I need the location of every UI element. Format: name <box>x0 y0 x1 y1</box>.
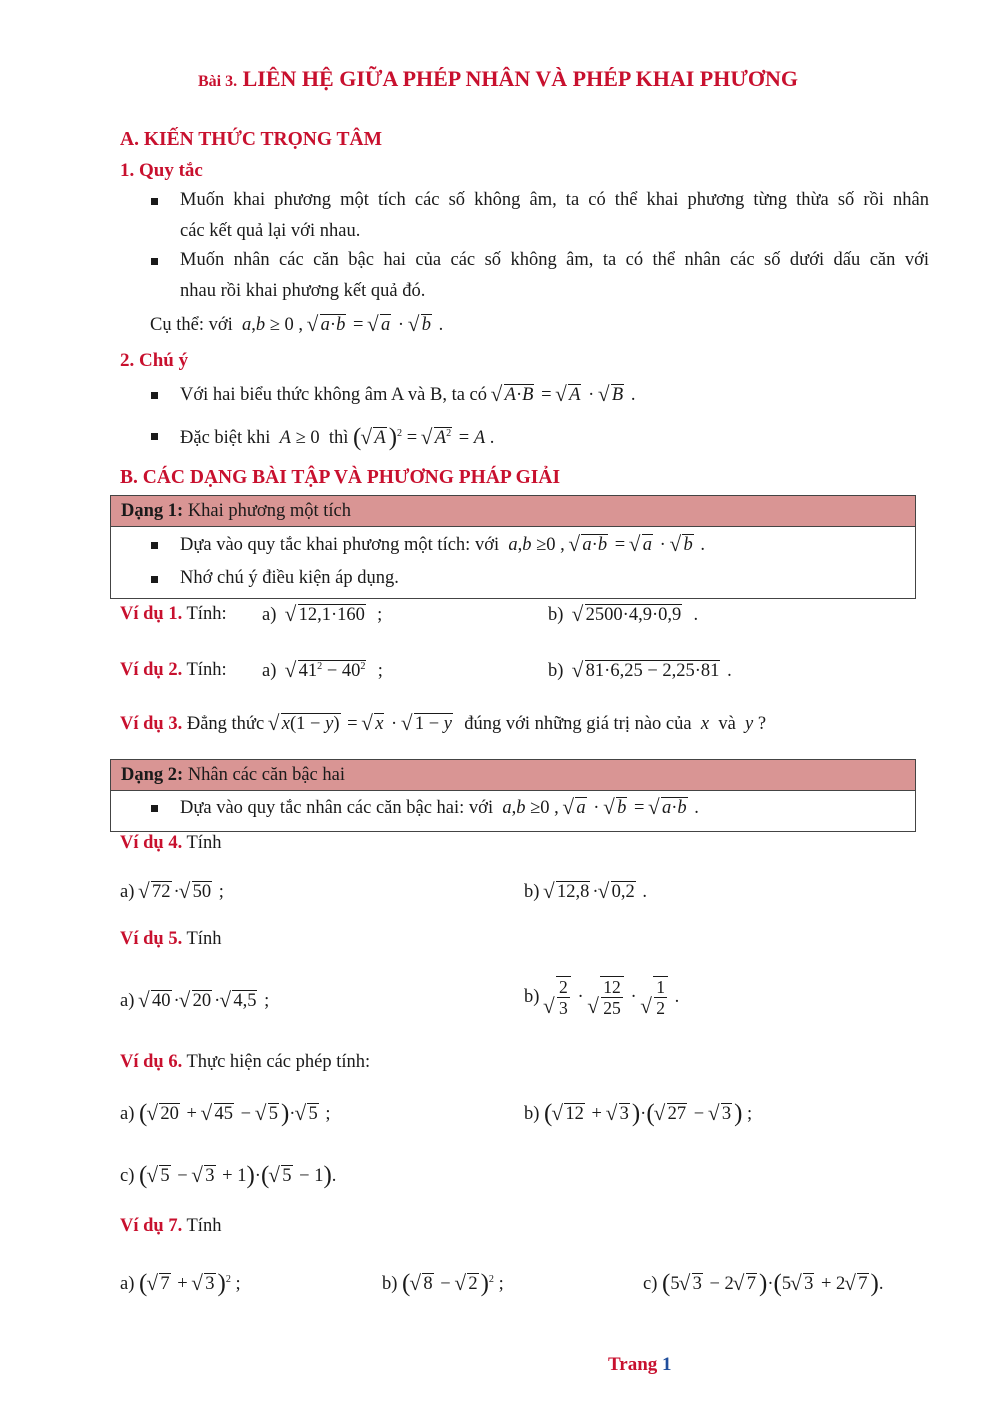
bullet-icon <box>151 542 158 549</box>
lesson-name: LIÊN HỆ GIỮA PHÉP NHÂN VÀ PHÉP KHAI PHƯƠNG <box>242 66 798 91</box>
example-3-label: Ví dụ 3 <box>120 714 178 734</box>
page-label: Trang <box>608 1354 658 1375</box>
example-2: Ví dụ 2. Tính: <box>120 660 227 680</box>
bullet-icon <box>151 433 158 440</box>
example-2-label: Ví dụ 2 <box>120 660 178 680</box>
example-1: Ví dụ 1. Tính: <box>120 604 227 624</box>
example-3-text-before: Đẳng thức <box>186 714 265 734</box>
sqrt-ab-icon: √ a·b <box>309 314 349 336</box>
type1-item1: Dựa vào quy tắc khai phương một tích: với a,b ≥0 , √ a·b = √ a · √ b . <box>180 534 705 556</box>
example-2-text: Tính: <box>186 660 227 680</box>
sqrt-b-icon: √ b <box>410 314 434 336</box>
example-4: Ví dụ 4. Tính <box>120 833 222 853</box>
example-7c: c) (5√ 3 − 2√ 7 )·(5√ 3 + 2√ 7 ). <box>643 1270 883 1298</box>
sqrt-a-icon: √ a <box>369 314 393 336</box>
example-7b: b) (√ 8 − √ 2 )$^2$ ; <box>382 1270 504 1298</box>
type1-item1-text: Dựa vào quy tắc khai phương một tích: với <box>180 535 500 555</box>
sqrt-B-icon: √ B <box>600 384 626 406</box>
example-5-text: Tính <box>186 929 222 949</box>
sqrt-A2-icon: √ $A^2$ <box>423 427 454 449</box>
bullet-icon <box>151 198 158 205</box>
example-1b: b) √ 2500·4,9·0,9 . <box>548 604 698 626</box>
example-5: Ví dụ 5. Tính <box>120 929 222 949</box>
page-number: 1 <box>662 1354 672 1375</box>
page-footer <box>608 1354 672 1376</box>
sqrt-A-icon: √ A <box>362 427 388 449</box>
sqrt-ab-icon: √ a·b <box>650 797 690 819</box>
example-4a: a) √ 72 ·√ 50 ; <box>120 881 224 903</box>
type1-header <box>111 496 915 527</box>
formula-condition: a <box>237 315 252 335</box>
note1-text: Với hai biểu thức không âm A và B, ta có <box>180 385 488 405</box>
type1-item2: Nhớ chú ý điều kiện áp dụng. <box>180 568 399 588</box>
rule1-line1: Muốn khai phương một tích các số không âm, ta có thể khai phương từng thừa số rồi nhân <box>180 190 929 210</box>
note2: Đặc biệt khi A ≥ 0 thì (√ A )$^2$ = √ $A^2 = A$ . <box>180 424 494 452</box>
example-5-label: Ví dụ 5 <box>120 929 178 949</box>
type2-header <box>111 760 915 791</box>
example-1a: a) √ 12,1·160 ; <box>262 604 382 626</box>
example-2a: a) √ $41^2 - 40^2$ ; <box>262 660 383 682</box>
bullet-icon <box>151 392 158 399</box>
rule2-line2: nhau rồi khai phương kết quả đó. <box>180 281 426 301</box>
rule-heading: 1. Quy tắc <box>120 160 203 181</box>
example-6-text: Thực hiện các phép tính: <box>186 1052 371 1072</box>
example-6c: c) (√ 5 − √ 3 + 1)·(√ 5 − 1). <box>120 1162 336 1190</box>
sqrt-b-icon: √ b <box>671 534 695 556</box>
example-4-label: Ví dụ 4 <box>120 833 178 853</box>
example-3-text-after: đúng với những giá trị nào của <box>464 714 692 734</box>
example-2b: b) √ 81·6,25 − 2,25·81 . <box>548 660 732 682</box>
type2-name: Nhân các căn bậc hai <box>187 765 345 785</box>
sqrt-AB-icon: √ A·B <box>493 384 537 406</box>
example-5a: a) √ 40 ·√ 20 ·√ 4,5 ; <box>120 990 269 1012</box>
example-7-text: Tính <box>186 1216 222 1236</box>
example-4-text: Tính <box>186 833 222 853</box>
example-1-label: Ví dụ 1 <box>120 604 178 624</box>
bullet-icon <box>151 258 158 265</box>
lesson-title <box>198 66 798 92</box>
example-3: Ví dụ 3. Đẳng thức √ x(1 − y) = √ x · √ 1 − y đúng với những giá trị nào của x và y ? <box>120 713 766 735</box>
example-5b: b) √ $\frac{2}{3}$ · √ $\frac{12}{25}$ · √ $\frac{1}{2}$ . <box>524 976 679 1018</box>
rule1-line2: các kết quả lại với nhau. <box>180 221 361 241</box>
example-3-and: và <box>718 714 736 734</box>
example-4b: b) √ 12,8 ·√ 0,2 . <box>524 881 647 903</box>
section-b-heading: B. CÁC DẠNG BÀI TẬP VÀ PHƯƠNG PHÁP GIẢI <box>120 467 561 488</box>
section-a-heading: A. KIẾN THỨC TRỌNG TÂM <box>120 129 383 150</box>
example-6a: a) (√ 20 + √ 45 − √ 5 )·√ 5 ; <box>120 1100 330 1128</box>
type2-item1: Dựa vào quy tắc nhân các căn bậc hai: với a,b ≥0 , √ a · √ b = √ a·b . <box>180 797 699 819</box>
example-7: Ví dụ 7. Tính <box>120 1216 222 1236</box>
type2-item1-text: Dựa vào quy tắc nhân các căn bậc hai: với <box>180 798 494 818</box>
note-heading: 2. Chú ý <box>120 350 189 371</box>
example-6: Ví dụ 6. Thực hiện các phép tính: <box>120 1052 371 1072</box>
note2-then: thì <box>328 428 349 448</box>
specific-formula: Cụ thể: với a,b ≥ 0 , √ a·b = √ a · √ b . <box>150 314 443 336</box>
example-1-text: Tính: <box>186 604 227 624</box>
sqrt-b-icon: √ b <box>605 797 629 819</box>
sqrt-a-icon: √ a <box>631 534 655 556</box>
example-7-label: Ví dụ 7 <box>120 1216 178 1236</box>
example-6b: b) (√ 12 + √ 3 )·(√ 27 − √ 3 ) ; <box>524 1100 752 1128</box>
note2-text: Đặc biệt khi <box>180 428 271 448</box>
bullet-icon <box>151 576 158 583</box>
sqrt-A-icon: √ A <box>557 384 583 406</box>
sqrt-a-icon: √ a <box>564 797 588 819</box>
example-7a: a) (√ 7 + √ 3 )$^2$ ; <box>120 1270 241 1298</box>
lesson-number: Bài 3. <box>198 73 238 90</box>
type1-name: Khai phương một tích <box>187 501 351 521</box>
rule2-line1: Muốn nhân các căn bậc hai của các số không âm, ta có thể nhân các số dưới dấu căn với <box>180 250 929 270</box>
specific-label: Cụ thể: với <box>150 315 233 335</box>
type2-box <box>110 759 916 832</box>
example-6-label: Ví dụ 6 <box>120 1052 178 1072</box>
note1: Với hai biểu thức không âm A và B, ta có √ A·B = √ A · √ B . <box>180 384 635 406</box>
type1-label: Dạng 1: <box>121 501 184 521</box>
sqrt-ab-icon: √ a·b <box>570 534 610 556</box>
bullet-icon <box>151 805 158 812</box>
type2-label: Dạng 2: <box>121 765 184 785</box>
